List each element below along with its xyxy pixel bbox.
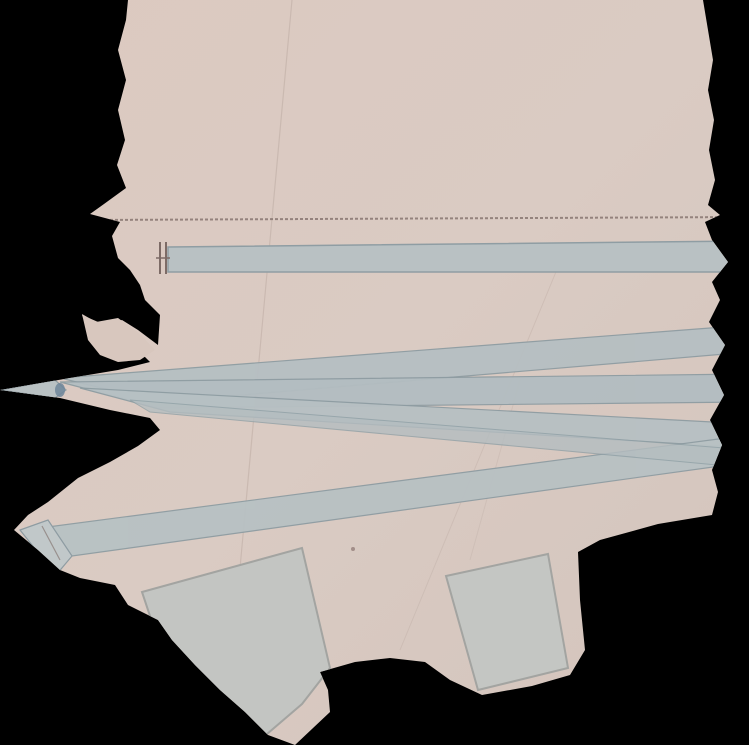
track-upper-siding	[168, 241, 749, 272]
switch-point-icon	[0, 380, 66, 398]
